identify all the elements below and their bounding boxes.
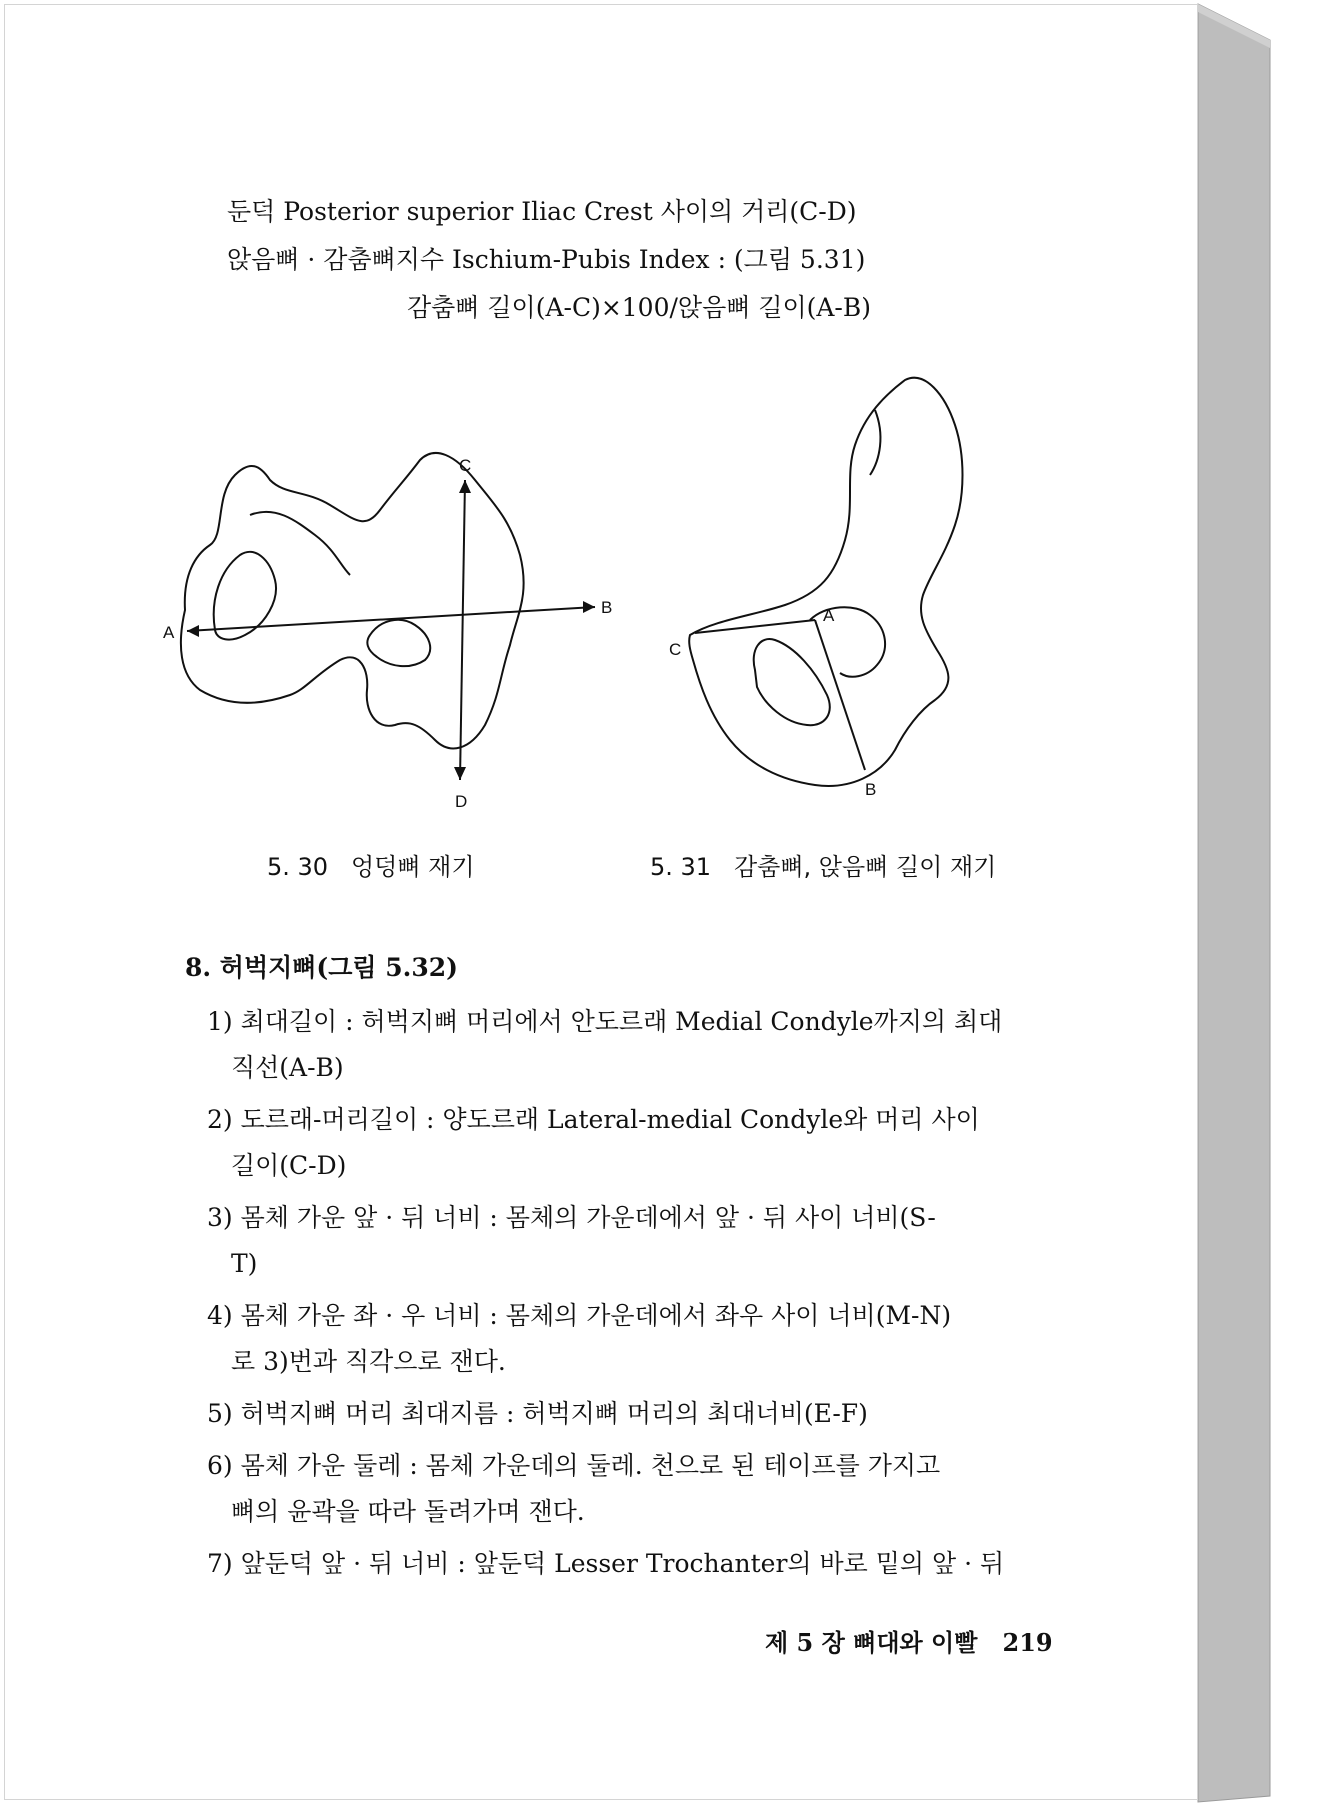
arrowhead-a	[187, 625, 199, 637]
label-c: C	[669, 640, 682, 659]
item-1-line-2: 직선(A-B)	[231, 1053, 344, 1082]
obturator-foramen	[754, 639, 830, 725]
page-footer	[765, 1623, 1053, 1658]
caption-text: 엉덩뼈 재기	[350, 853, 475, 881]
intro-line-2: 앉음뼈 · 감춤뼈지수 Ischium-Pubis Index : (그림 5.31)	[227, 245, 866, 274]
item-4-line-1: 4) 몸체 가운 좌 · 우 너비 : 몸체의 가운데에서 좌우 사이 너비(M-N)	[207, 1301, 952, 1330]
iliac-inner-line	[870, 410, 880, 475]
figure-5-31-pubis-ischium	[655, 365, 1055, 815]
item-1-line-1: 1) 최대길이 : 허벅지뼈 머리에서 안도르래 Medial Condyle까지의 최대	[207, 1007, 1003, 1036]
acetabulum-rim	[810, 607, 885, 677]
arrowhead-c	[459, 480, 471, 493]
item-3-line-2: T)	[231, 1249, 258, 1278]
arrowhead-d	[454, 767, 466, 780]
item-7-line-1: 7) 앞둔덕 앞 · 뒤 너비 : 앞둔덕 Lesser Trochanter의 바로 밑의 앞 · 뒤	[207, 1549, 1005, 1578]
label-b: B	[865, 780, 877, 799]
item-6-line-2: 뼈의 윤곽을 따라 돌려가며 잰다.	[231, 1497, 585, 1526]
caption-figure-5-30	[267, 847, 475, 882]
measure-line-a-b	[187, 607, 595, 631]
chapter-title: 제 5 장 뼈대와 이빨	[765, 1628, 978, 1657]
intro-formula: 감춤뼈 길이(A-C)×100/앉음뼈 길이(A-B)	[407, 293, 871, 322]
label-a: A	[823, 606, 835, 625]
caption-text: 감춤뼈, 앉음뼈 길이 재기	[733, 853, 997, 881]
book-page	[4, 4, 1198, 1800]
item-3-line-1: 3) 몸체 가운 앞 · 뒤 너비 : 몸체의 가운데에서 앞 · 뒤 사이 너비(S-	[207, 1203, 936, 1232]
label-d: D	[455, 792, 468, 811]
label-b: B	[601, 598, 613, 617]
measure-line-c-a	[695, 620, 815, 633]
caption-number: 5. 31	[650, 853, 712, 881]
item-2-line-2: 길이(C-D)	[231, 1151, 347, 1180]
measure-line-a-b	[815, 620, 865, 770]
figure-5-30-ilium	[155, 435, 635, 815]
item-4-line-2: 로 3)번과 직각으로 잰다.	[231, 1347, 506, 1376]
item-6-line-1: 6) 몸체 가운 둘레 : 몸체 가운데의 둘레. 천으로 된 테이프를 가지고	[207, 1451, 941, 1480]
caption-figure-5-31	[650, 847, 996, 882]
arrowhead-b	[583, 601, 595, 613]
section-heading: 8. 허벅지뼈(그림 5.32)	[185, 953, 458, 982]
label-c: C	[459, 456, 472, 475]
item-5-line-1: 5) 허벅지뼈 머리 최대지름 : 허벅지뼈 머리의 최대너비(E-F)	[207, 1399, 868, 1428]
ilium-crest-line	[250, 512, 350, 575]
ilium-acetabulum	[367, 620, 430, 666]
intro-line-1: 둔덕 Posterior superior Iliac Crest 사이의 거리(C-D)	[227, 197, 857, 226]
caption-number: 5. 30	[267, 853, 329, 881]
item-2-line-1: 2) 도르래-머리길이 : 양도르래 Lateral-medial Condyle와 머리 사이	[207, 1105, 980, 1134]
measure-line-c-d	[460, 480, 465, 780]
page-number: 219	[1002, 1628, 1053, 1657]
hip-bone-outline	[689, 378, 962, 786]
label-a: A	[163, 623, 175, 642]
ilium-outline	[181, 453, 524, 748]
